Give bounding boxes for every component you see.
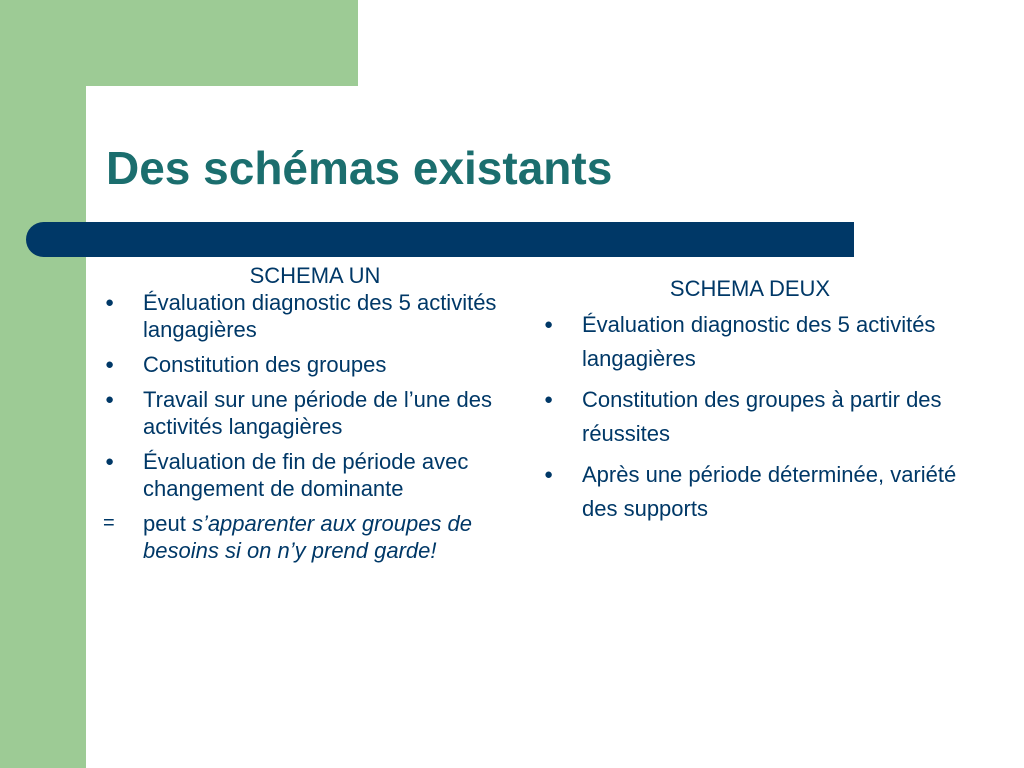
schema-un-column [100, 262, 510, 572]
bullet-icon: ● [544, 316, 554, 333]
conclusion-item [100, 510, 510, 564]
decorative-green-band-top [0, 0, 358, 86]
decorative-rounded-corner [86, 86, 146, 146]
list-item-text: Évaluation de fin de période avec changement de dominante [143, 449, 469, 501]
list-item [100, 448, 510, 502]
conclusion-emphasis: s’apparenter aux groupes de besoins si on n’y prend garde! [143, 511, 473, 563]
title-divider-bar [26, 222, 854, 257]
decorative-green-band-left [0, 0, 86, 768]
bullet-icon: ● [105, 453, 115, 470]
bullet-icon: ● [544, 391, 554, 408]
list-item-text: Évaluation diagnostic des 5 activités langagières [143, 290, 497, 342]
schema-deux-heading: SCHEMA DEUX [669, 276, 831, 301]
bullet-icon: ● [105, 294, 115, 311]
bullet-icon: ● [544, 466, 554, 483]
slide-title: Des schémas existants [106, 142, 613, 194]
list-item [100, 289, 510, 343]
list-item-text: Constitution des groupes à partir des réussites [582, 387, 942, 446]
schema-deux-column [540, 272, 960, 533]
list-item [100, 386, 510, 440]
list-item [540, 308, 960, 376]
list-item [100, 351, 510, 378]
bullet-icon: ● [105, 356, 115, 373]
conclusion-text [143, 510, 510, 564]
list-item-text: Évaluation diagnostic des 5 activités langagières [582, 312, 936, 371]
conclusion-lead: peut [143, 511, 192, 536]
schema-un-heading: SCHEMA UN [249, 263, 381, 288]
list-item-text: Après une période déterminée, variété des supports [582, 462, 957, 521]
bullet-icon: ● [105, 391, 115, 408]
list-item-text: Travail sur une période de l’une des activités langagières [143, 387, 492, 439]
list-item-text: Constitution des groupes [143, 352, 387, 377]
list-item [540, 458, 960, 526]
equals-icon: = [103, 512, 115, 534]
list-item [540, 383, 960, 451]
